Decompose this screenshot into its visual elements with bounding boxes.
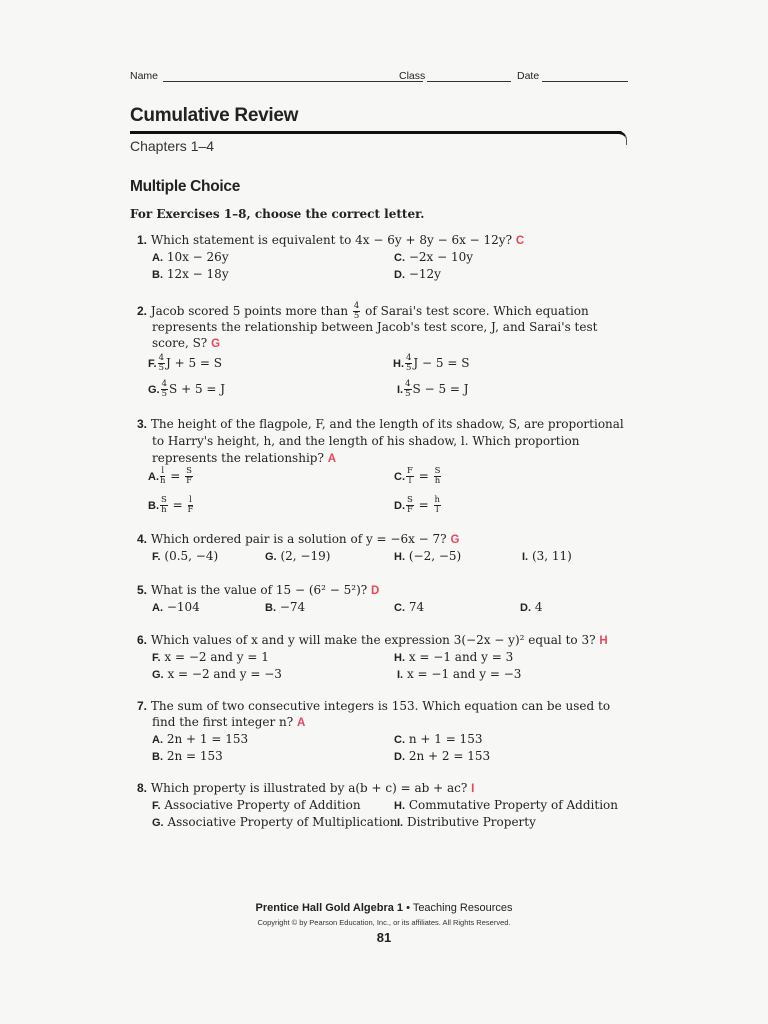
date-label: Date	[517, 70, 540, 82]
choice: I. x = −1 and y = −3	[397, 667, 522, 681]
answer-key: I	[471, 783, 475, 795]
answer-key: A	[297, 717, 306, 729]
choice: A. $\frac{l}{h}$ = $\frac{S}{F}$	[148, 466, 193, 486]
choice: I. $\frac{4}{5}$ S − 5 = J	[397, 379, 469, 399]
question-6: 6. Which values of x and y will make the expression 3(−2x − y)² equal to 3? H	[137, 633, 608, 647]
choice: D. $\frac{S}{F}$ = $\frac{h}{l}$	[394, 495, 440, 515]
date-line	[542, 81, 628, 82]
question-3-line-2: to Harry's height, h, and the length of his shadow, l. Which proportion	[152, 434, 580, 448]
page-subtitle: Chapters 1–4	[130, 138, 215, 154]
choice: F. Associative Property of Addition	[152, 798, 361, 812]
choice: A. 10x − 26y	[152, 250, 229, 264]
answer-key: C	[515, 235, 525, 247]
page-title: Cumulative Review	[130, 105, 299, 126]
choice: G. (2, −19)	[265, 549, 331, 563]
title-rule	[130, 131, 622, 134]
choice: C. 74	[394, 600, 425, 614]
question-5: 5. What is the value of 15 − (6² − 5²)? D	[137, 583, 380, 597]
name-line	[163, 81, 423, 82]
question-2: 2. Jacob scored 5 points more than $\frac{4}{5}$ of Sarai's test score. Which equation	[137, 301, 589, 321]
answer-key: G	[450, 534, 460, 546]
choice: D. 2n + 2 = 153	[394, 749, 491, 763]
answer-key: D	[371, 585, 380, 597]
answer-key: A	[327, 453, 337, 465]
choice: A. 2n + 1 = 153	[152, 732, 249, 746]
title-rule-hook	[618, 131, 627, 145]
footer-brand: Prentice Hall Gold Algebra 1 • Teaching Resources	[255, 902, 513, 914]
instructions: For Exercises 1–8, choose the correct letter.	[130, 207, 425, 221]
question-8: 8. Which property is illustrated by a(b + c) = ab + ac? I	[137, 781, 475, 795]
choice: F. (0.5, −4)	[152, 549, 219, 563]
choice: B. −74	[265, 600, 306, 614]
choice: G. x = −2 and y = −3	[152, 667, 282, 681]
question-3: 3. The height of the flagpole, F, and the length of its shadow, S, are proportional	[137, 417, 624, 431]
question-4: 4. Which ordered pair is a solution of y = −6x − 7? G	[137, 532, 460, 546]
question-1-text: Which statement is equivalent to 4x − 6y + 8y − 6x − 12y?	[150, 233, 513, 247]
choice: B. 12x − 18y	[152, 267, 229, 281]
class-label: Class	[399, 70, 426, 82]
header-fields	[130, 70, 630, 90]
choice: A. −104	[152, 600, 200, 614]
choice: G. $\frac{4}{5}$ S + 5 = J	[148, 379, 226, 399]
fraction: $\frac{4}{5}$	[353, 301, 360, 321]
choice: B. $\frac{S}{h}$ = $\frac{l}{F}$	[148, 495, 194, 515]
choice: B. 2n = 153	[152, 749, 223, 763]
choice: H. (−2, −5)	[394, 549, 462, 563]
answer-key: G	[211, 338, 221, 350]
choice: D. −12y	[394, 267, 441, 281]
question-2-line-3: score, S? G	[152, 336, 221, 350]
footer-copyright: Copyright © by Pearson Education, Inc., or its affiliates. All Rights Reserved.	[257, 918, 511, 927]
answer-key: H	[599, 635, 608, 647]
choice: F. x = −2 and y = 1	[152, 650, 269, 664]
choice: H. $\frac{4}{5}$ J − 5 = S	[393, 353, 470, 373]
choice: D. 4	[520, 600, 543, 614]
question-1: 1. Which statement is equivalent to 4x − 6y + 8y − 6x − 12y? C	[137, 233, 525, 247]
question-7: 7. The sum of two consecutive integers is 153. Which equation can be used to	[137, 699, 611, 713]
choice: C. n + 1 = 153	[394, 732, 483, 746]
name-label: Name	[130, 70, 159, 82]
choice: F. $\frac{4}{5}$ J + 5 = S	[148, 353, 223, 373]
question-3-line-3: represents the relationship? A	[152, 451, 337, 465]
choice: H. x = −1 and y = 3	[394, 650, 514, 664]
page-number: 81	[376, 930, 392, 945]
question-7-line-2: find the first integer n? A	[152, 715, 306, 729]
choice: C. $\frac{F}{l}$ = $\frac{S}{h}$	[394, 466, 441, 486]
choice: G. Associative Property of Multiplication	[152, 815, 398, 829]
question-2-line-2: represents the relationship between Jacob's test score, J, and Sarai's test	[152, 320, 598, 334]
choice: H. Commutative Property of Addition	[394, 798, 618, 812]
choice: I. Distributive Property	[397, 815, 536, 829]
class-line	[427, 81, 511, 82]
choice: C. −2x − 10y	[394, 250, 474, 264]
section-heading: Multiple Choice	[130, 178, 241, 195]
choice: I. (3, 11)	[522, 549, 572, 563]
